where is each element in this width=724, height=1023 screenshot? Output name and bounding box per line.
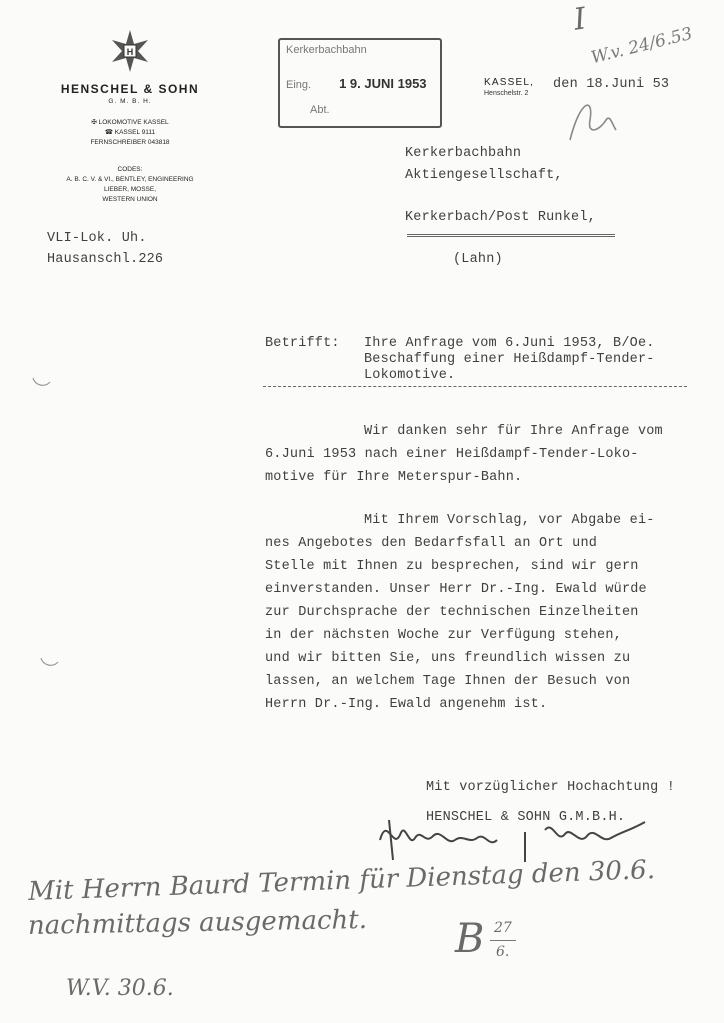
telephone-icon: ☎ xyxy=(104,129,115,136)
punch-hole-mark-icon xyxy=(38,650,62,674)
body-line: nes Angebotes den Bedarfsfall an Ort und xyxy=(265,536,598,551)
handwritten-paraph-top xyxy=(560,90,620,150)
closing-greeting: Mit vorzüglicher Hochachtung ! xyxy=(426,780,676,795)
body-line: einverstanden. Unser Herr Dr.-Ing. Ewald würde xyxy=(265,582,647,597)
handwritten-roman-numeral: I xyxy=(571,1,589,38)
letter-date: den 18.Juni 53 xyxy=(553,77,670,92)
body-line: zur Durchsprache der technischen Einzelheiten xyxy=(265,605,639,620)
contact-telex: FERNSCHREIBER 043818 xyxy=(90,139,170,146)
stamp-organisation: Kerkerbachbahn xyxy=(286,44,367,56)
handwritten-initial: B xyxy=(455,916,485,962)
body-line: 6.Juni 1953 nach einer Heißdampf-Tender-Loko- xyxy=(265,447,639,462)
receipt-stamp xyxy=(278,38,442,128)
punch-hole-mark-icon xyxy=(30,370,54,394)
subject-label: Betrifft: xyxy=(265,336,340,351)
stamp-received: Eing. 1 9. JUNI 1953 xyxy=(286,76,427,91)
company-name: HENSCHEL & SOHN xyxy=(60,82,200,96)
body-line: Mit Ihrem Vorschlag, vor Abgabe ei- xyxy=(364,513,655,528)
handwritten-note-top: W.v. 24/6.53 xyxy=(589,23,695,69)
company-legal-form: G. M. B. H. xyxy=(108,98,152,105)
handwritten-initial-date-bottom: 6. xyxy=(496,944,510,960)
sender-city: KASSEL, xyxy=(484,77,535,88)
handwritten-note-line1: Mit Herrn Baurd Termin für Dienstag den 30.6. xyxy=(27,855,656,907)
telegram-icon: ✠ xyxy=(91,119,99,126)
company-contact-block xyxy=(20,118,240,148)
body-line: Stelle mit Ihnen zu besprechen, sind wir gern xyxy=(265,559,639,574)
handwritten-note-line2: nachmittags ausgemacht. xyxy=(27,905,368,941)
body-line: in der nächsten Woche zur Verfügung stehen, xyxy=(265,628,622,643)
recipient-line: Kerkerbachbahn xyxy=(405,146,522,161)
recipient-line: Aktiengesellschaft, xyxy=(405,168,563,183)
recipient-line: (Lahn) xyxy=(453,252,503,267)
subject-line: Beschaffung einer Heißdampf-Tender- xyxy=(364,352,655,367)
stamp-date: 1 9. JUNI 1953 xyxy=(339,76,427,91)
contact-telegram: ✠ LOKOMOTIVE KASSEL xyxy=(91,119,169,126)
subject-rule xyxy=(263,386,687,387)
recipient-line: Kerkerbach/Post Runkel, xyxy=(405,210,596,225)
closing-firm: HENSCHEL & SOHN G.M.B.H. xyxy=(426,810,626,825)
subject-line: Ihre Anfrage vom 6.Juni 1953, B/Oe. xyxy=(364,336,655,351)
stamp-department: Abt. xyxy=(310,104,330,116)
handwritten-followup: W.V. 30.6. xyxy=(66,976,174,1001)
body-line: Wir danken sehr für Ihre Anfrage vom xyxy=(364,424,663,439)
sender-street: Henschelstr. 2 xyxy=(484,90,529,97)
company-star-logo-icon xyxy=(110,30,150,72)
reference-extension: Hausanschl.226 xyxy=(47,252,164,267)
codes-block xyxy=(20,165,240,205)
body-line: und wir bitten Sie, uns freundlich wissen zu xyxy=(265,651,631,666)
recipient-underline xyxy=(407,234,615,237)
body-line: motive für Ihre Meterspur-Bahn. xyxy=(265,470,523,485)
codes-line: LIEBER, MOSSE, xyxy=(103,186,157,193)
handwritten-fraction-bar xyxy=(490,940,516,941)
codes-line: A. B. C. V. & VI., BENTLEY, ENGINEERING xyxy=(66,176,194,183)
contact-telephone: ☎ KASSEL 9111 xyxy=(104,129,156,136)
svg-text:H: H xyxy=(126,47,134,57)
body-line: lassen, an welchem Tage Ihnen der Besuch von xyxy=(265,674,631,689)
body-line: Herrn Dr.-Ing. Ewald angenehm ist. xyxy=(265,697,548,712)
subject-line: Lokomotive. xyxy=(364,368,456,383)
codes-title: CODES: xyxy=(117,166,143,173)
handwritten-initial-date-top: 27 xyxy=(494,920,512,936)
reference-dept: VLI-Lok. Uh. xyxy=(47,231,147,246)
codes-line: WESTERN UNION xyxy=(102,196,158,203)
